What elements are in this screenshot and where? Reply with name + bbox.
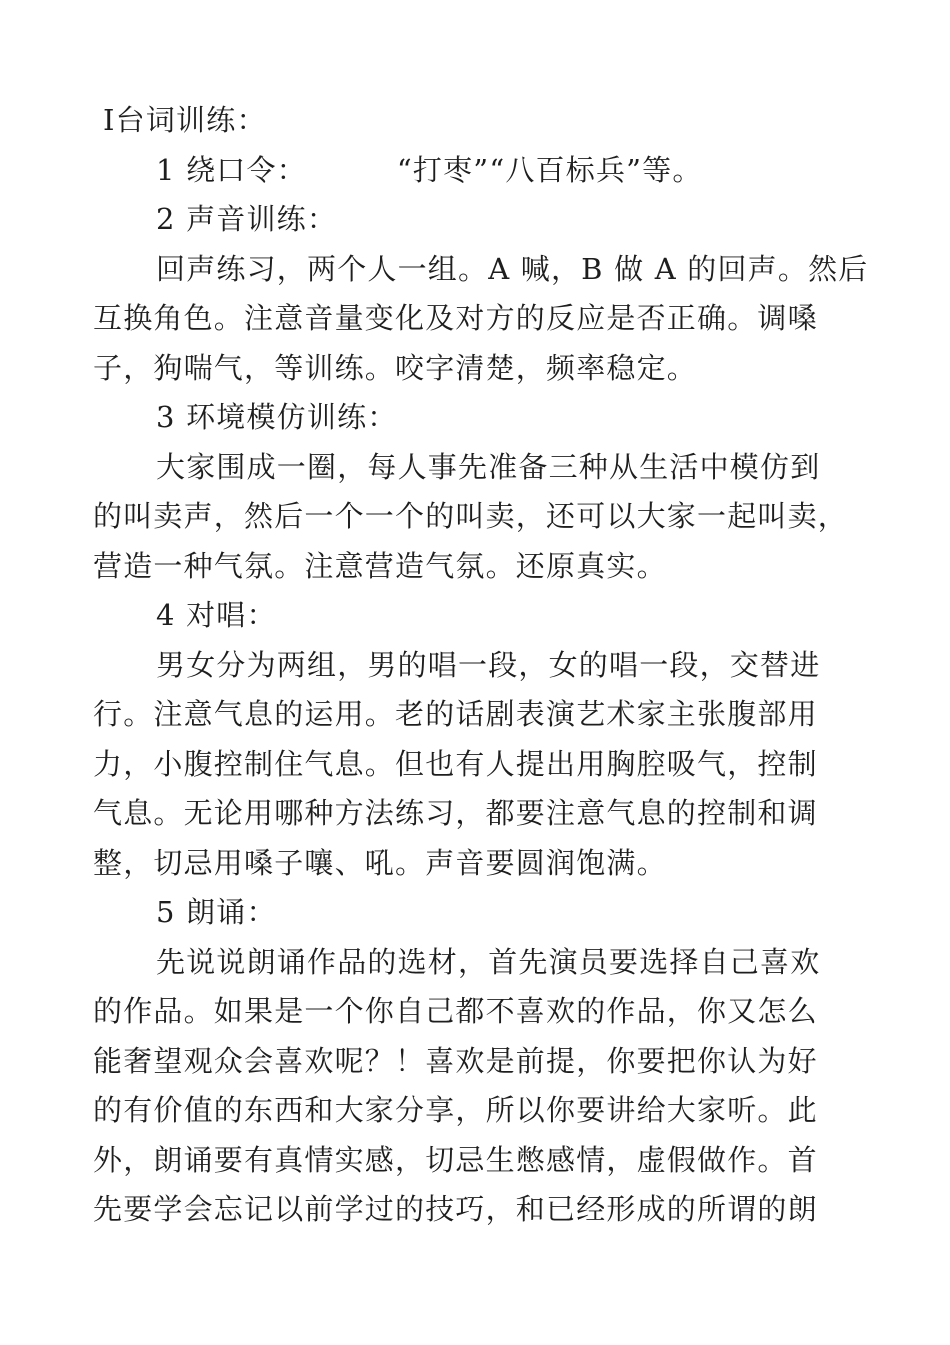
item-5-paragraph-line: 的作品。如果是一个你自己都不喜欢的作品，你又怎么: [93, 994, 818, 1028]
item-5-paragraph-line: 先说说朗诵作品的选材，首先演员要选择自己喜欢: [156, 944, 821, 979]
item-2-label: 2 声音训练：: [156, 202, 338, 236]
document-body: [93, 96, 869, 1235]
item-3-label: 3 环境模仿训练：: [156, 400, 398, 434]
item-5-label: 5 朗诵：: [156, 895, 277, 929]
item-3-paragraph-line: 营造一种气氛。注意营造气氛。还原真实。: [93, 548, 667, 583]
item-4-paragraph-line: 气息。无论用哪种方法练习，都要注意气息的控制和调: [93, 796, 818, 830]
item-4-paragraph-line: 力，小腹控制住气息。但也有人提出用胸腔吸气，控制: [93, 746, 818, 781]
item-3-paragraph-line: 的叫卖声，然后一个一个的叫卖，还可以大家一起叫卖，: [93, 499, 849, 533]
item-2-paragraph-line: 互换角色。注意音量变化及对方的反应是否正确。调嗓: [93, 301, 818, 335]
item-4-label: 4 对唱：: [156, 598, 277, 632]
item-2-paragraph-line: 回声练习，两个人一组。A 喊，B 做 A 的回声。然后: [156, 251, 869, 286]
item-4-paragraph-line: 行。注意气息的运用。老的话剧表演艺术家主张腹部用: [93, 697, 818, 731]
item-1-line: [93, 146, 861, 196]
section-title: Ⅰ台词训练：: [103, 103, 267, 137]
item-4-paragraph-line: 整，切忌用嗓子嚷、吼。声音要圆润饱满。: [93, 845, 667, 880]
item-4-paragraph-line: 男女分为两组，男的唱一段，女的唱一段，交替进: [156, 647, 821, 682]
item-5-paragraph-line: 外，朗诵要有真情实感，切忌生憋感情，虚假做作。首: [93, 1142, 818, 1177]
item-5-paragraph-line: 能奢望观众会喜欢呢？！喜欢是前提，你要把你认为好: [93, 1043, 818, 1078]
item-1-label: 1 绕口令：: [156, 152, 307, 187]
item-3-paragraph-line: 大家围成一圈，每人事先准备三种从生活中模仿到: [156, 449, 821, 484]
item-5-paragraph-line: 先要学会忘记以前学过的技巧，和已经形成的所谓的朗: [93, 1192, 818, 1226]
item-1-content: “打枣”“八百标兵”等。: [396, 152, 703, 187]
item-2-paragraph-line: 子，狗喘气，等训练。咬字清楚，频率稳定。: [93, 350, 698, 385]
item-5-paragraph-line: 的有价值的东西和大家分享，所以你要讲给大家听。此: [93, 1093, 818, 1127]
